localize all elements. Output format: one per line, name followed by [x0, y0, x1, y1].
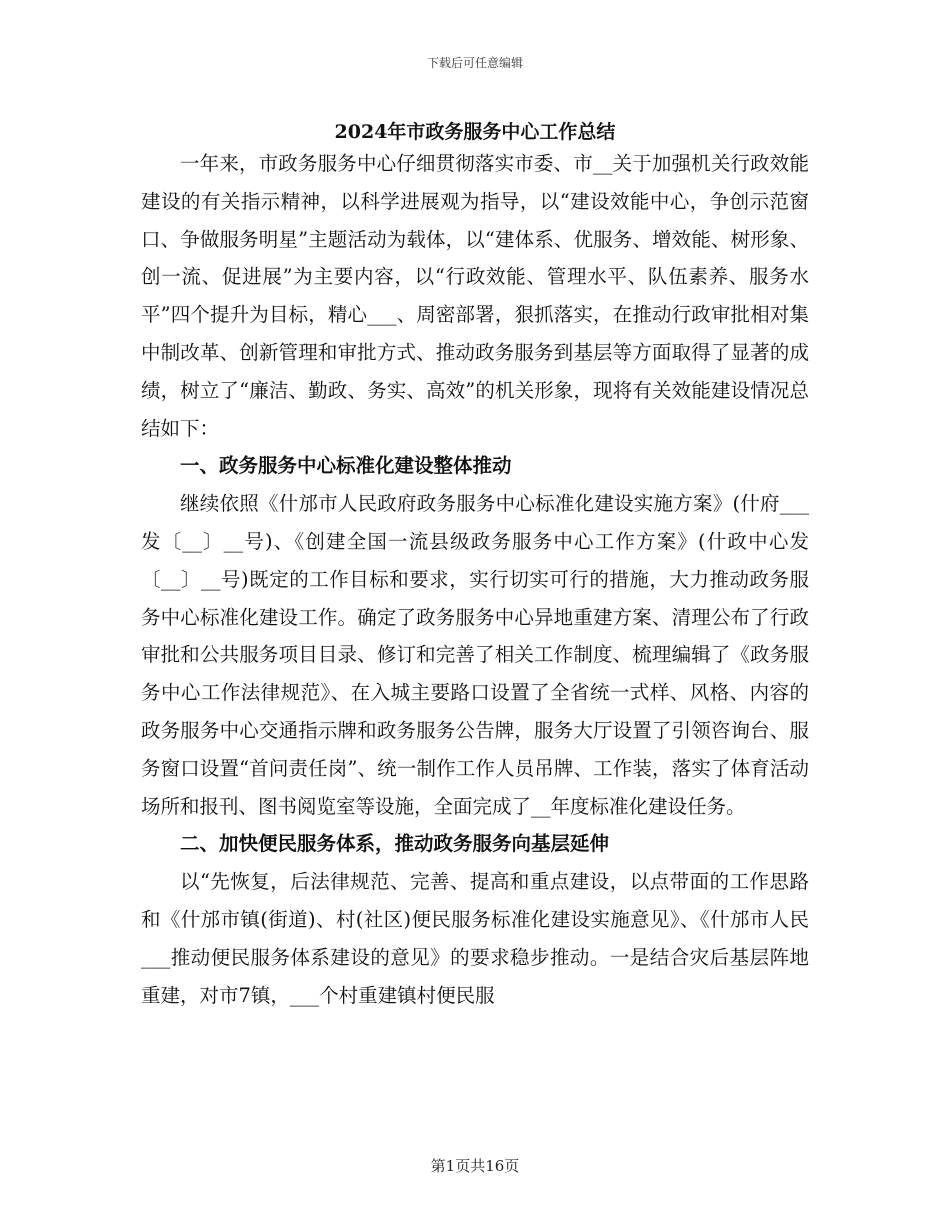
section-2-paragraph: 以“先恢复，后法律规范、完善、提高和重点建设，以点带面的工作思路和《什邡市镇(街道)、村(社区)便民服务标准化建设实施意见》、《什邡市人民___推动便民服务体系建设的意见》的要求稳步推动。一是结合灾后基层阵地重建，对市7镇，___个村重建镇村便民服	[141, 870, 809, 1007]
section-1-paragraph: 继续依照《什邡市人民政府政务服务中心标准化建设实施方案》(什府___发〔__〕__号)、《创建全国一流县级政务服务中心工作方案》(什政中心发〔__〕__号)既定的工作目标和要求，实行切实可行的措施，大力推动政务服务中心标准化建设工作。确定了政务服务中心异地重建方案、清理公布了行政审批和公共服务项目目录、修订和完善了相关工作制度、梳理编辑了《政务服务中心工作法律规范》、在入城主要路口设置了全省统一式样、风格、内容的政务服务中心交通指示牌和政务服务公告牌，服务大厅设置了引领咨询台、服务窗口设置“首问责任岗”、统一制作工作人员吊牌、工作装，落实了体育活动场所和报刊、图书阅览室等设施，全面完成了__年度标准化建设任务。	[141, 492, 809, 818]
section-2-heading: 二、加快便民服务体系，推动政务服务向基层延伸	[180, 832, 610, 856]
section-1-heading: 一、政务服务中心标准化建设整体推动	[180, 454, 512, 478]
page-header-note: 下载后可任意编辑	[426, 56, 523, 70]
document-body	[141, 145, 809, 1014]
page-footer-number: 第1页共16页	[430, 1157, 520, 1175]
intro-paragraph: 一年来，市政务服务中心仔细贯彻落实市委、市__关于加强机关行政效能建设的有关指示精神，以科学进展观为指导，以“建设效能中心，争创示范窗口、争做服务明星”主题活动为载体，以“建体系、优服务、增效能、树形象、创一流、促进展”为主要内容，以“行政效能、管理水平、队伍素养、服务水平”四个提升为目标，精心___、周密部署，狠抓落实，在推动行政审批相对集中制改革、创新管理和审批方式、推动政务服务到基层等方面取得了显著的成绩，树立了“廉洁、勤政、务实、高效”的机关形象，现将有关效能建设情况总结如下：	[141, 152, 809, 440]
document-title: 2024年市政务服务中心工作总结	[334, 121, 616, 143]
